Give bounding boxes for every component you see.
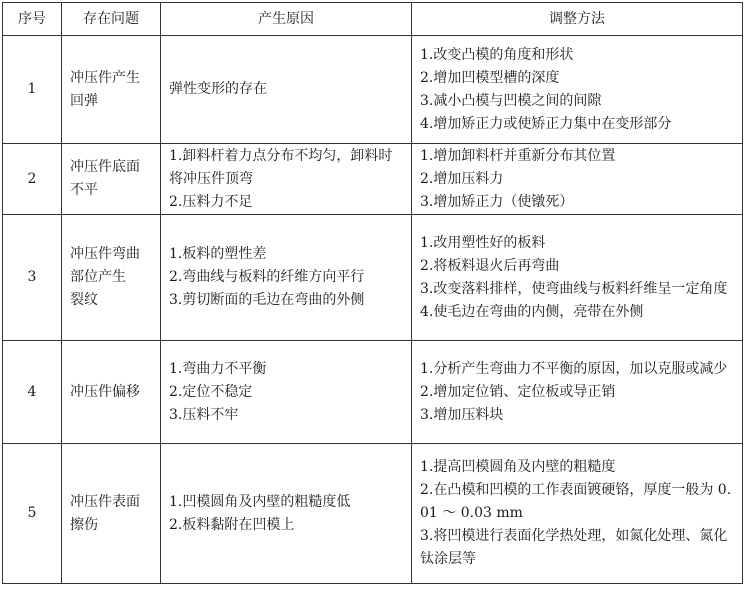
cause-item: 2.压料力不足: [169, 193, 253, 210]
method-item: 4.使毛边在弯曲的内侧，亮带在外侧: [420, 303, 644, 320]
problem-text: 擦伤: [70, 516, 98, 533]
method-item: 4.增加矫正力或使矫正力集中在变形部分: [420, 115, 672, 132]
row-number: 3: [3, 215, 62, 341]
problem-cell: [62, 144, 161, 215]
cause-item: 2.定位不稳定: [169, 383, 253, 400]
cause-item: 3.压料不牢: [169, 406, 239, 423]
problem-text: 部位产生: [70, 269, 126, 285]
problem-cell: [62, 341, 161, 444]
problem-text: 冲压件弯曲: [70, 246, 140, 262]
table-row: [3, 341, 743, 444]
method-cell: [412, 215, 743, 341]
cause-item: 2.弯曲线与板料的纤维方向平行: [169, 269, 365, 285]
method-cell: [412, 144, 743, 215]
cause-item: 1.弯曲力不平衡: [169, 360, 267, 377]
method-item: 3.减小凸模与凹模之间的间隙: [420, 92, 602, 109]
method-item: 2.在凸模和凹模的工作表面镀硬铬，厚度一般为 0.01 ～ 0.03 mm: [420, 482, 732, 521]
cause-item: 弹性变形的存在: [169, 81, 267, 97]
cause-item: 3.剪切断面的毛边在弯曲的外侧: [169, 292, 365, 308]
problem-cell: [62, 36, 161, 144]
cause-cell: [161, 444, 412, 584]
method-cell: [412, 444, 743, 584]
cause-item: 2.板料黏附在凹模上: [169, 516, 295, 533]
problem-text: 不平: [70, 182, 98, 198]
table-row: [3, 36, 743, 144]
method-item: 2.将板料退火后再弯曲: [420, 257, 560, 274]
method-item: 1.改用塑性好的板料: [420, 234, 546, 251]
problem-text: 裂纹: [70, 292, 98, 308]
method-item: 1.增加卸料杆并重新分布其位置: [420, 147, 616, 164]
header-cause: 产生原因: [161, 3, 412, 36]
problem-text: 冲压件表面: [70, 493, 140, 510]
method-item: 3.增加压料块: [420, 406, 504, 423]
method-item: 1.分析产生弯曲力不平衡的原因，加以克服或减少: [420, 360, 728, 377]
problem-text: 冲压件产生: [70, 69, 140, 86]
cause-item: 1.板料的塑性差: [169, 246, 267, 262]
problem-text: 冲压件底面: [70, 159, 140, 175]
method-item: 2.增加凹模型槽的深度: [420, 69, 560, 86]
header-method: 调整方法: [412, 3, 743, 36]
problem-cell: [62, 444, 161, 584]
row-number: 4: [3, 341, 62, 444]
row-number: 2: [3, 144, 62, 215]
method-item: 1.改变凸模的角度和形状: [420, 46, 574, 63]
row-number: 1: [3, 36, 62, 144]
method-cell: [412, 36, 743, 144]
header-problem: 存在问题: [62, 3, 161, 36]
method-item: 2.增加压料力: [420, 170, 504, 187]
method-item: 1.提高凹模圆角及内壁的粗糙度: [420, 459, 616, 475]
troubleshooting-table: [2, 2, 743, 584]
problem-text: 回弹: [70, 92, 98, 109]
method-item: 3.增加矫正力（使镦死）: [420, 193, 574, 210]
table-row: [3, 215, 743, 341]
cause-item: 1.凹模圆角及内壁的粗糙度低: [169, 493, 351, 510]
row-number: 5: [3, 444, 62, 584]
problem-cell: [62, 215, 161, 341]
cause-cell: [161, 36, 412, 144]
problem-text: 冲压件偏移: [70, 383, 140, 400]
table-header-row: [3, 3, 743, 36]
cause-cell: [161, 215, 412, 341]
method-item: 3.改变落料排样，使弯曲线与板料纤维呈一定角度: [420, 280, 728, 297]
method-item: 3.将凹模进行表面化学热处理，如氮化处理、氮化钛涂层等: [420, 528, 728, 567]
table-row: [3, 444, 743, 584]
method-item: 2.增加定位销、定位板或导正销: [420, 383, 616, 400]
cause-item: 1.卸料杆着力点分布不均匀，卸料时将冲压件顶弯: [169, 147, 393, 187]
table-row: [3, 144, 743, 215]
cause-cell: [161, 144, 412, 215]
cause-cell: [161, 341, 412, 444]
header-no: 序号: [3, 3, 62, 36]
method-cell: [412, 341, 743, 444]
